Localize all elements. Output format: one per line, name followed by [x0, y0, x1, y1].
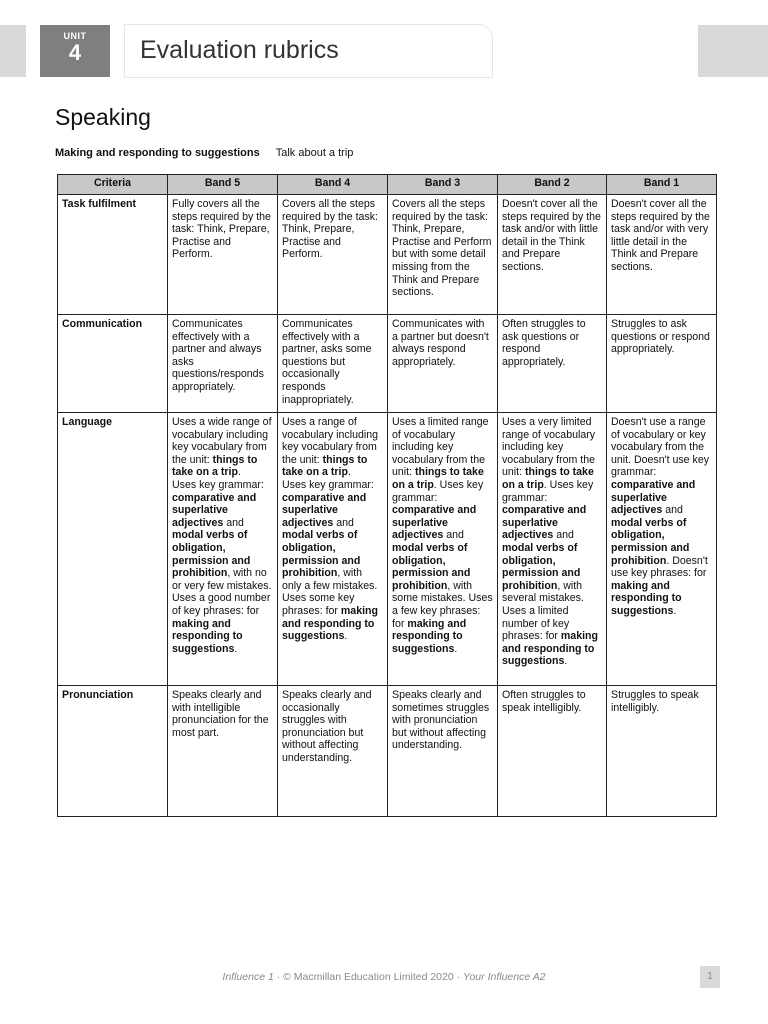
band-cell	[168, 315, 278, 413]
band-cell	[607, 413, 717, 686]
page-number: 1	[700, 966, 720, 988]
table-row	[58, 195, 717, 315]
cell-text: Speaks clearly and occasionally struggles with pronunciation but without affecting understanding.	[282, 689, 372, 764]
cell-text: Uses a range of vocabulary including key vocabulary from the unit:	[282, 416, 378, 466]
header-band-5: Band 5	[168, 175, 278, 195]
cell-text: . Doesn't use key phrases: for	[611, 554, 708, 580]
cell-text: , with some mistakes. Uses a few key phrases: for	[392, 579, 493, 630]
key-term: making and responding to suggestions	[282, 604, 378, 643]
cell-text: Uses a very limited range of vocabulary including key vocabulary from the unit:	[502, 416, 596, 479]
band-cell	[498, 195, 607, 315]
header-band-3: Band 3	[388, 175, 498, 195]
cell-text: , with no or very few mistakes. Uses a good number of key phrases: for	[172, 567, 272, 617]
header-band-1: Band 1	[607, 175, 717, 195]
key-term: making and responding to suggestions	[502, 630, 598, 668]
cell-text: Covers all the steps required by the task: Think, Prepare, Practise and Perform but with some detail missing from the Think and Prepare sections.	[392, 198, 492, 299]
band-cell	[388, 195, 498, 315]
footer-series-title: Your Influence A2	[463, 971, 546, 983]
criteria-cell: Task fulfilment	[58, 195, 168, 315]
cell-text: . Uses key grammar:	[392, 478, 484, 504]
unit-number: 4	[68, 40, 82, 65]
band-cell	[168, 195, 278, 315]
header-criteria: Criteria	[58, 175, 168, 195]
cell-text: and	[223, 516, 244, 529]
key-term: things to take on a trip	[172, 453, 258, 479]
cell-text: Fully covers all the steps required by the task: Think, Prepare, Practise and Perform.	[172, 198, 271, 261]
band-cell	[278, 195, 388, 315]
unit-badge	[40, 25, 110, 77]
table-row	[58, 413, 717, 686]
cell-text: Struggles to ask questions or respond appropriately.	[611, 318, 710, 356]
criteria-cell: Language	[58, 413, 168, 686]
cell-text: and	[662, 504, 683, 517]
band-cell	[278, 686, 388, 817]
cell-text: Often struggles to speak intelligibly.	[502, 689, 586, 714]
cell-text: Covers all the steps required by the task: Think, Prepare, Practise and Perform.	[282, 198, 378, 261]
criteria-cell: Communication	[58, 315, 168, 413]
band-cell	[607, 195, 717, 315]
rubric-table	[57, 174, 717, 817]
task-line	[55, 147, 353, 159]
cell-text: .	[454, 642, 458, 655]
band-cell	[498, 413, 607, 686]
cell-text: and	[443, 529, 464, 542]
cell-text: .	[234, 642, 238, 655]
key-term: modal verbs of obligation, permission and prohibition	[172, 529, 251, 580]
key-term: comparative and superlative adjectives	[502, 504, 587, 542]
cell-text: .	[237, 466, 241, 479]
table-row	[58, 686, 717, 817]
band-cell	[388, 686, 498, 817]
cell-text: Often struggles to ask questions or respond appropriately.	[502, 318, 586, 368]
task-topic: Talk about a trip	[275, 147, 354, 159]
right-edge-tab	[698, 25, 768, 77]
key-term: making and responding to suggestions	[611, 579, 682, 617]
band-cell	[168, 686, 278, 817]
key-term: comparative and superlative adjectives	[611, 478, 696, 517]
key-term: making and responding to suggestions	[172, 617, 243, 655]
cell-text: Uses key grammar:	[282, 478, 374, 491]
cell-text: .	[344, 630, 348, 643]
cell-text: Struggles to speak intelligibly.	[611, 689, 699, 714]
footer-book-title: Influence 1	[222, 971, 274, 983]
band-cell	[168, 413, 278, 686]
band-cell	[278, 315, 388, 413]
cell-text: . Uses key grammar:	[502, 478, 594, 504]
band-cell	[388, 315, 498, 413]
band-cell	[607, 686, 717, 817]
cell-text: Uses key grammar:	[172, 478, 264, 491]
cell-text: Uses a limited range of vocabulary including key vocabulary from the unit:	[392, 416, 489, 479]
band-cell	[278, 413, 388, 686]
key-term: comparative and superlative adjectives	[282, 491, 367, 529]
key-term: modal verbs of obligation, permission and prohibition	[392, 541, 471, 592]
cell-text: Doesn't cover all the steps required by the task and/or with little detail in the Think and Prepare sections.	[502, 198, 601, 273]
cell-text: and	[333, 516, 354, 529]
header-band-2: Band 2	[498, 175, 607, 195]
key-term: things to take on a trip	[282, 453, 368, 479]
key-term: things to take on a trip	[392, 466, 484, 491]
cell-text: .	[564, 655, 568, 668]
key-term: things to take on a trip	[502, 466, 594, 491]
cell-text: and	[553, 529, 574, 542]
task-subheading: Making and responding to suggestions	[55, 147, 260, 159]
footer-copyright: · © Macmillan Education Limited 2020 ·	[273, 971, 464, 983]
key-term: modal verbs of obligation, permission and prohibition	[282, 529, 361, 580]
band-cell	[607, 315, 717, 413]
cell-text: Communicates effectively with a partner and always asks questions/responds appropriately.	[172, 318, 264, 393]
key-term: modal verbs of obligation, permission and prohibition	[502, 541, 581, 592]
footer	[0, 971, 768, 983]
page-title: Evaluation rubrics	[140, 36, 339, 64]
band-cell	[388, 413, 498, 686]
title-box	[124, 24, 493, 78]
section-heading: Speaking	[55, 104, 151, 130]
table-header-row	[58, 175, 717, 195]
cell-text: Communicates with a partner but doesn't always respond appropriately.	[392, 318, 489, 368]
cell-text: Doesn't use a range of vocabulary or key vocabulary from the unit. Doesn't use key grammar:	[611, 416, 710, 479]
cell-text: Doesn't cover all the steps required by the task and/or with very little detail in the Think and Prepare sections.	[611, 198, 710, 273]
cell-text: , with several mistakes. Uses a limited number of key phrases: for	[502, 579, 584, 643]
criteria-cell: Pronunciation	[58, 686, 168, 817]
key-term: comparative and superlative adjectives	[392, 504, 477, 542]
cell-text: .	[673, 604, 677, 617]
cell-text: .	[347, 466, 351, 479]
left-edge-tab	[0, 25, 26, 77]
band-cell	[498, 686, 607, 817]
band-cell	[498, 315, 607, 413]
header-band-4: Band 4	[278, 175, 388, 195]
table-row	[58, 315, 717, 413]
cell-text: Uses a wide range of vocabulary including key vocabulary from the unit:	[172, 416, 272, 466]
key-term: comparative and superlative adjectives	[172, 491, 257, 529]
cell-text: Communicates effectively with a partner, asks some questions but occasionally responds inappropriately.	[282, 318, 372, 406]
unit-label: UNIT	[63, 31, 87, 41]
key-term: modal verbs of obligation, permission and prohibition	[611, 516, 690, 567]
cell-text: Speaks clearly and sometimes struggles with pronunciation but without affecting understanding.	[392, 689, 490, 752]
cell-text: Speaks clearly and with intelligible pronunciation for the most part.	[172, 689, 269, 739]
key-term: making and responding to suggestions	[392, 617, 467, 655]
cell-text: , with only a few mistakes. Uses some key phrases: for	[282, 567, 378, 617]
